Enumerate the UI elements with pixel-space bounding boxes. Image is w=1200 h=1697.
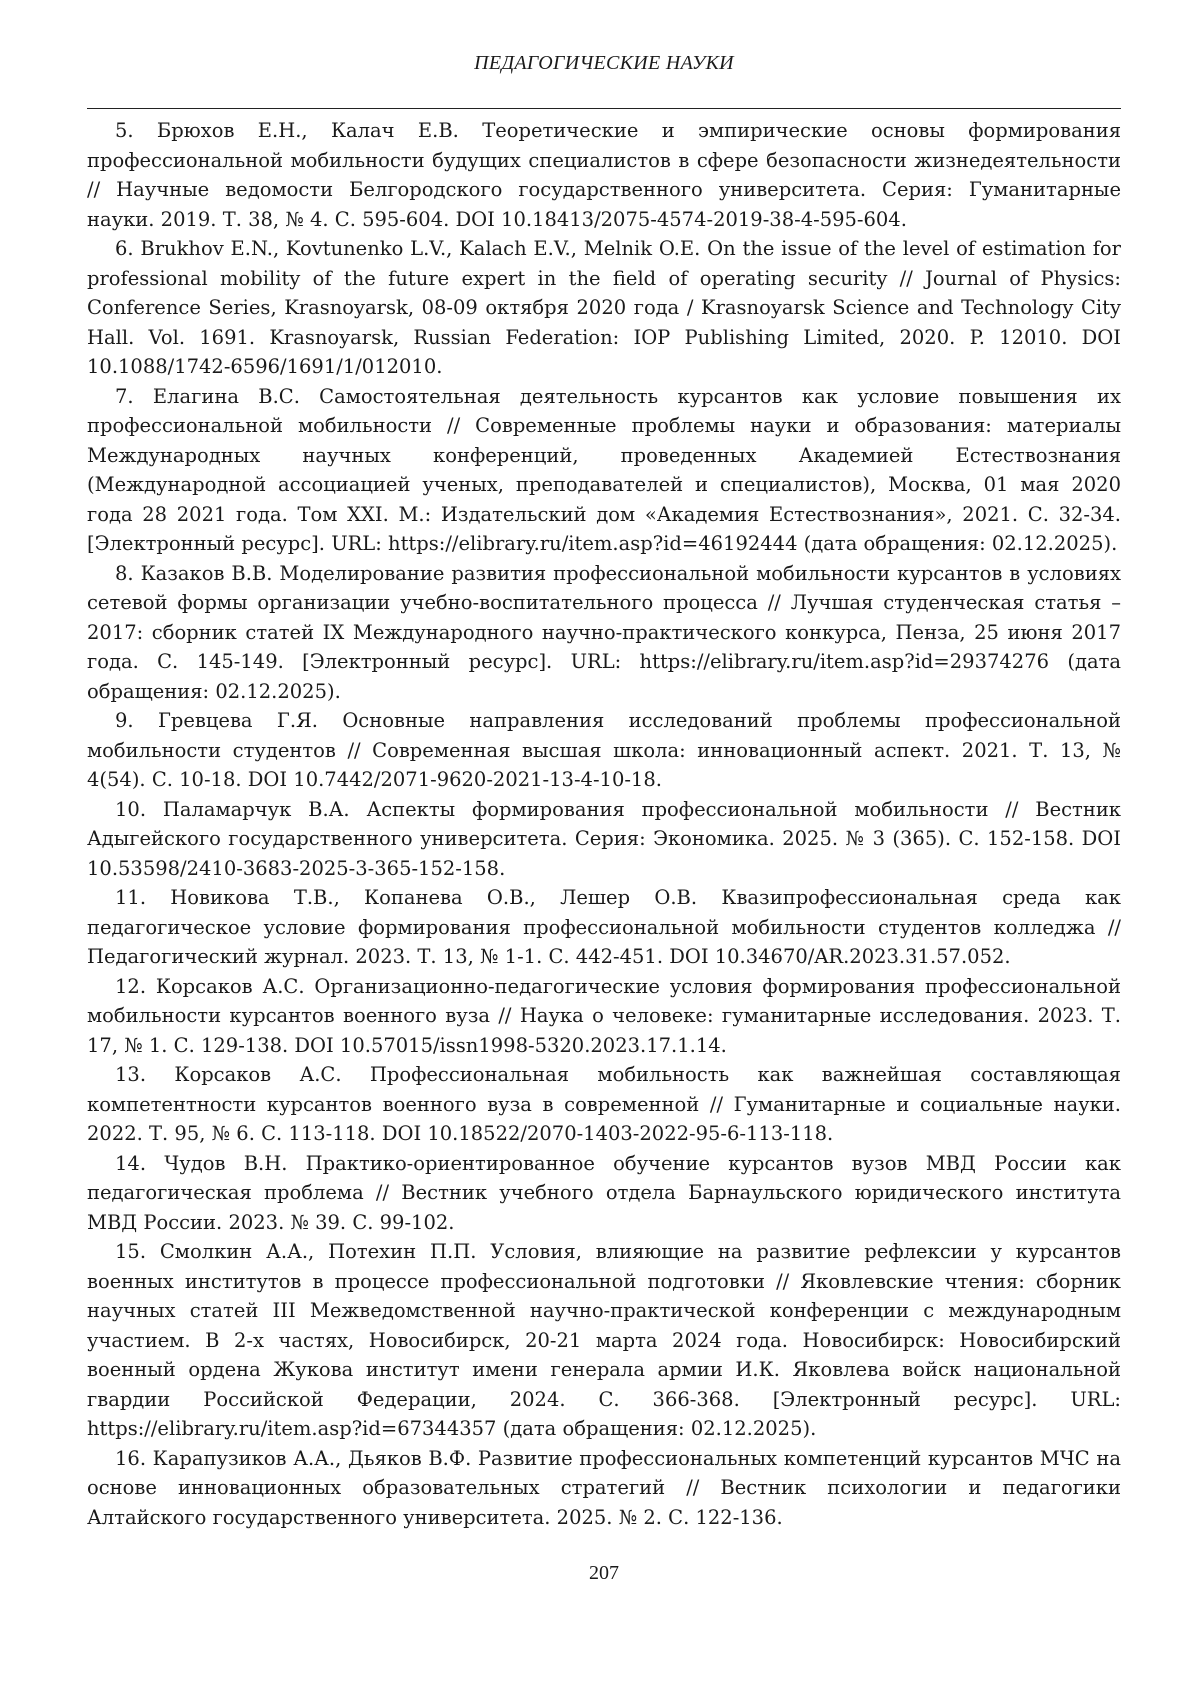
document-page xyxy=(87,0,1121,1697)
page-number: 207 xyxy=(589,1562,619,1584)
reference-item: 16. Карапузиков А.А., Дьяков В.Ф. Развитие профессиональных компетенций курсантов МЧС на основе инновационных образовательных стратегий // Вестник психологии и педагогики Алтайского государственного университета. 2025. № 2. С. 122-136. xyxy=(87,1446,1121,1529)
reference-item: 12. Корсаков А.С. Организационно-педагогические условия формирования профессиональной мобильности курсантов военного вуза // Наука о человеке: гуманитарные исследования. 2023. Т. 17, № 1. С. 129-138. DOI 10.57015/issn1998-5320.2023.17.1.14. xyxy=(87,974,1121,1057)
reference-item: 15. Смолкин А.А., Потехин П.П. Условия, влияющие на развитие рефлексии у курсантов военных институтов в процессе профессиональной подготовки // Яковлевские чтения: сборник научных статей III Межведомственной научно-практической конференции с международным участием. В 2-х частях, Новосибирск, 20-21 марта 2024 года. Новосибирск: Новосибирский военный ордена Жукова институт имени генерала армии И.К. Яковлева войск национальной гвардии Российской Федерации, 2024. С. 366-368. [Электронный ресурс]. URL: https://elibrary.ru/item.asp?id=67344357 (дата обращения: 02.12.2025). xyxy=(87,1240,1121,1440)
reference-item: 14. Чудов В.Н. Практико-ориентированное обучение курсантов вузов МВД России как педагогическая проблема // Вестник учебного отдела Барнаульского юридического института МВД России. 2023. № 39. С. 99-102. xyxy=(87,1151,1121,1234)
reference-item: 11. Новикова Т.В., Копанева О.В., Лешер О.В. Квазипрофессиональная среда как педагогическое условие формирования профессиональной мобильности студентов колледжа // Педагогический журнал. 2023. Т. 13, № 1-1. С. 442-451. DOI 10.34670/AR.2023.31.57.052. xyxy=(87,886,1121,968)
reference-item: 7. Елагина В.С. Самостоятельная деятельность курсантов как условие повышения их профессиональной мобильности // Современные проблемы науки и образования: материалы Международных научных конференций, проведенных Академией Естествознания (Международной ассоциацией ученых, преподавателей и специалистов), Москва, 01 мая 2020 года 28 2021 года. Том XXI. М.: Издательский дом «Академия Естествознания», 2021. С. 32-34. [Электронный ресурс]. URL: https://elibrary.ru/item.asp?id=46192444 (дата обращения: 02.12.2025). xyxy=(87,384,1121,555)
reference-list xyxy=(87,116,1121,1532)
reference-item: 8. Казаков В.В. Моделирование развития профессиональной мобильности курсантов в условиях сетевой формы организации учебно-воспитательного процесса // Лучшая студенческая статья – 2017: сборник статей IX Международного научно-практического конкурса, Пенза, 25 июня 2017 года. С. 145-149. [Электронный ресурс]. URL: https://elibrary.ru/item.asp?id=29374276 (дата обращения: 02.12.2025). xyxy=(87,561,1121,703)
reference-item: 13. Корсаков А.С. Профессиональная мобильность как важнейшая составляющая компетентности курсантов военного вуза в современной // Гуманитарные и социальные науки. 2022. Т. 95, № 6. С. 113-118. DOI 10.18522/2070-1403-2022-95-6-113-118. xyxy=(87,1063,1121,1145)
reference-item: 9. Гревцева Г.Я. Основные направления исследований проблемы профессиональной мобильности студентов // Современная высшая школа: инновационный аспект. 2021. Т. 13, № 4(54). С. 10-18. DOI 10.7442/2071-9620-2021-13-4-10-18. xyxy=(87,709,1121,791)
header-divider xyxy=(87,108,1121,109)
running-header: ПЕДАГОГИЧЕСКИЕ НАУКИ xyxy=(474,52,734,74)
reference-item: 5. Брюхов Е.Н., Калач Е.В. Теоретические и эмпирические основы формирования профессиональной мобильности будущих специалистов в сфере безопасности жизнедеятельности // Научные ведомости Белгородского государственного университета. Серия: Гуманитарные науки. 2019. Т. 38, № 4. С. 595-604. DOI 10.18413/2075-4574-2019-38-4-595-604. xyxy=(87,119,1121,231)
reference-item: 6. Brukhov E.N., Kovtunenko L.V., Kalach E.V., Melnik O.E. On the issue of the level of estimation for professional mobility of the future expert in the field of operating security // Journal of Physics: Conference Series, Krasnoyarsk, 08-09 октября 2020 года / Krasnoyarsk Science and Technology City Hall. Vol. 1691. Krasnoyarsk, Russian Federation: IOP Publishing Limited, 2020. P. 12010. DOI 10.1088/1742-6596/1691/1/012010. xyxy=(87,237,1121,378)
reference-item: 10. Паламарчук В.А. Аспекты формирования профессиональной мобильности // Вестник Адыгейского государственного университета. Серия: Экономика. 2025. № 3 (365). С. 152-158. DOI 10.53598/2410-3683-2025-3-365-152-158. xyxy=(87,797,1121,880)
